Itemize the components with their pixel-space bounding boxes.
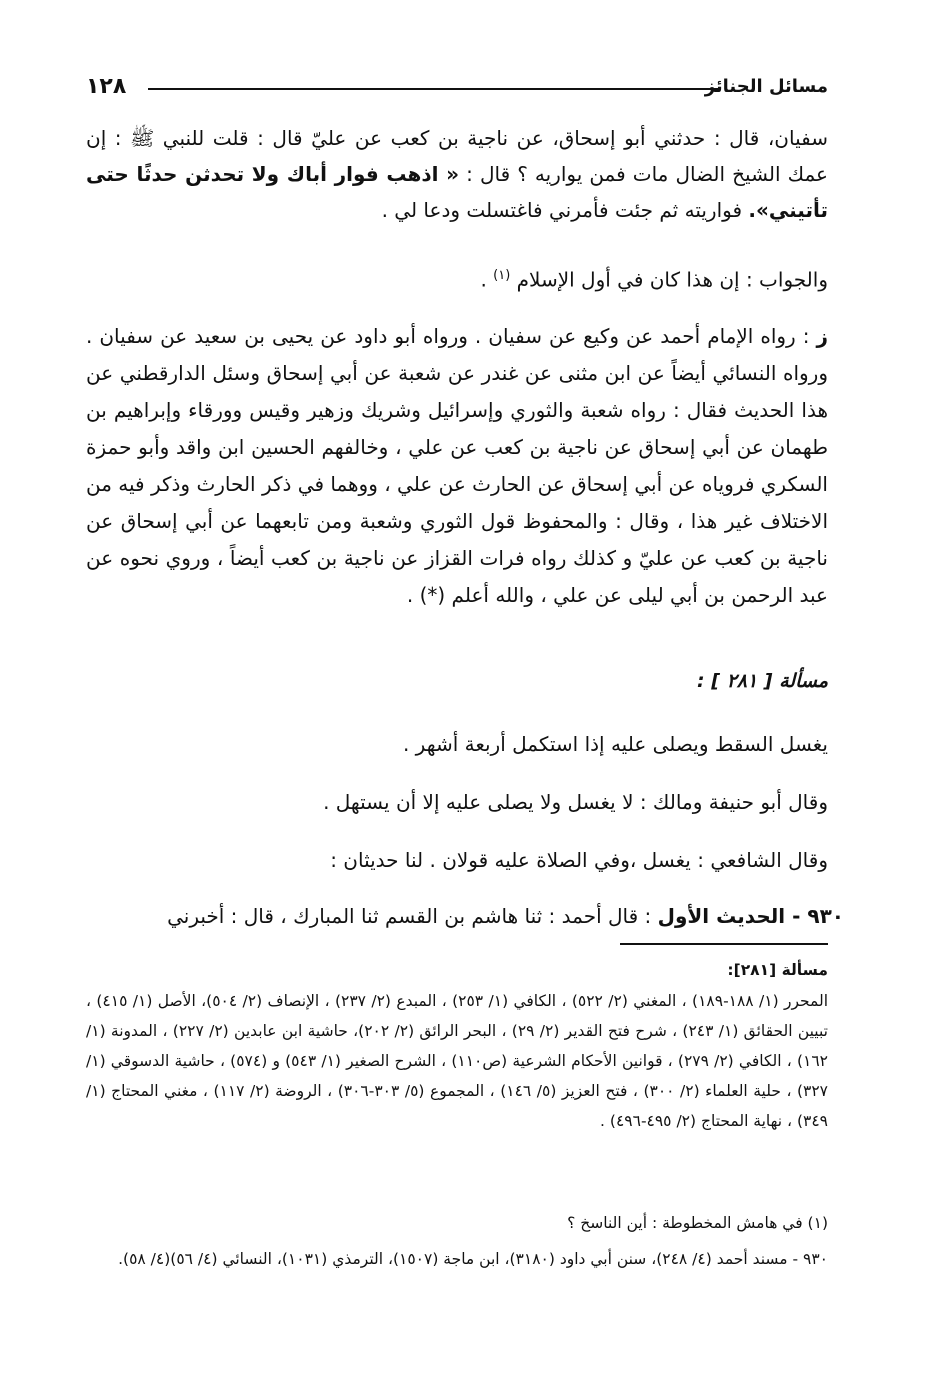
footnote-references: المحرر (١/ ١٨٨-١٨٩) ، المغني (٢/ ٥٢٢) ، الكافي (١/ ٢٥٣) ، المبدع (٢/ ٢٣٧) ، الإنصاف (٢/ ٥٠٤)، الأصل (١/ ٤١٥) ، تبيين الحقائق (١/ ٢٤٣) ، شرح فتح القدير (٢/ ٢٩) ، البحر الرائق (٢/ ٢٠٢)، حاشية ابن عابدين (٢/ ٢٢٧) ، المدونة (١/ ١٦٢) ، الكافي (٢/ ٢٧٩) ، قوانين الأحكام الشرعية (ص١١٠) ، الشرح الصغير (١/ ٥٤٣) و (٥٧٤) ، حاشية الدسوقي (١/ ٣٢٧) ، حلية العلماء (٢/ ٣٠٠) ، فتح العزيز (٥/ ١٤٦) ، المجموع (٥/ ٣٠٣-٣٠٦) ، الروضة (٢/ ١١٧) ، مغني المحتاج (١/ ٣٤٩) ، نهاية المحتاج (٢/ ٤٩٥-٤٩٦) . [86, 992, 829, 1130]
page-number: ١٢٨ [86, 74, 127, 99]
running-title: مسائل الجنائز [704, 76, 828, 97]
issue-title: مسألة [ ٢٨١ ] : [697, 670, 828, 692]
footnote-930: ٩٣٠ - مسند أحمد (٤/ ٢٤٨)، سنن أبي داود (٣١٨٠)، ابن ماجة (١٥٠٧)، الترمذي (١٠٣١)، النسائي (٤/ ٥٦)(٤/ ٥٨). [118, 1250, 828, 1268]
hadith-930-line [167, 898, 844, 934]
commentary-block [86, 318, 828, 614]
answer-line [480, 258, 828, 298]
commentary-marker: ز [816, 324, 828, 348]
footnote-rule [620, 943, 828, 945]
hadith-text-block [86, 120, 828, 228]
footnote-1: (١) في هامش المخطوطة : أين الناسخ ؟ [567, 1214, 828, 1232]
commentary-text: : رواه الإمام أحمد عن وكيع عن سفيان . ورواه أبو داود عن يحيى بن سعيد عن سفيان . ورواه النسائي أيضاً عن ابن مثنى عن غندر عن شعبة عن أبي إسحاق وسئل الدارقطني عن هذا الحديث فقال : رواه شعبة والثوري وإسرائيل وشريك وزهير وقيس وورقاء وإبراهيم بن طهمان عن أبي إسحاق عن ناجية بن كعب عن علي ، وخالفهم الحسين ابن واقد وأبو حمزة السكري فروياه عن أبي إسحاق عن الحارث عن علي ، ووهما في ذكر الحارث وذكر فيه من الاختلاف غير هذا ، وقال : والمحفوظ قول الثوري وشعبة ومن تابعهما عن أبي إسحاق عن ناجية بن كعب عن عليّ و كذلك رواه فرات القزاز عن ناجية بن كعب أيضاً ، وروي نحوه عن عبد الرحمن بن أبي ليلى عن علي ، والله أعلم (*) . [86, 324, 828, 607]
answer-text: والجواب : إن هذا كان في أول الإسلام [516, 267, 828, 292]
ruling-paragraph-3: وقال الشافعي : يغسل ،وفي الصلاة عليه قولان . لنا حديثان : [330, 848, 828, 872]
header-rule [148, 88, 718, 90]
footnote-heading: مسألة [٢٨١]: [727, 961, 828, 979]
hadith-930-heading: ٩٣٠ - الحديث الأول [657, 904, 844, 928]
ruling-paragraph-1: يغسل السقط ويصلى عليه إذا استكمل أربعة أشهر . [402, 732, 828, 756]
answer-end: . [480, 267, 494, 292]
page-header [86, 74, 828, 104]
hadith-930-text: : قال أحمد : ثنا هاشم بن القسم ثنا المبارك ، قال : أخبرني [167, 904, 658, 928]
hadith-quote: « اذهب فوار أباك ولا تحدثن حدثًا حتى تأتيني». [86, 162, 828, 222]
ruling-paragraph-2: وقال أبو حنيفة ومالك : لا يغسل ولا يصلى عليه إلا أن يستهل . [323, 790, 828, 814]
hadith-text-start: سفيان، قال : حدثني أبو إسحاق، عن ناجية بن كعب عن عليّ قال : قلت للنبي ﷺ : إن عمك الشيخ الضال مات فمن يواريه ؟ قال : [86, 126, 828, 186]
hadith-text-end: فواريته ثم جئت فأمرني فاغتسلت ودعا لي . [381, 198, 749, 222]
footnote-marker: (١) [493, 268, 511, 283]
